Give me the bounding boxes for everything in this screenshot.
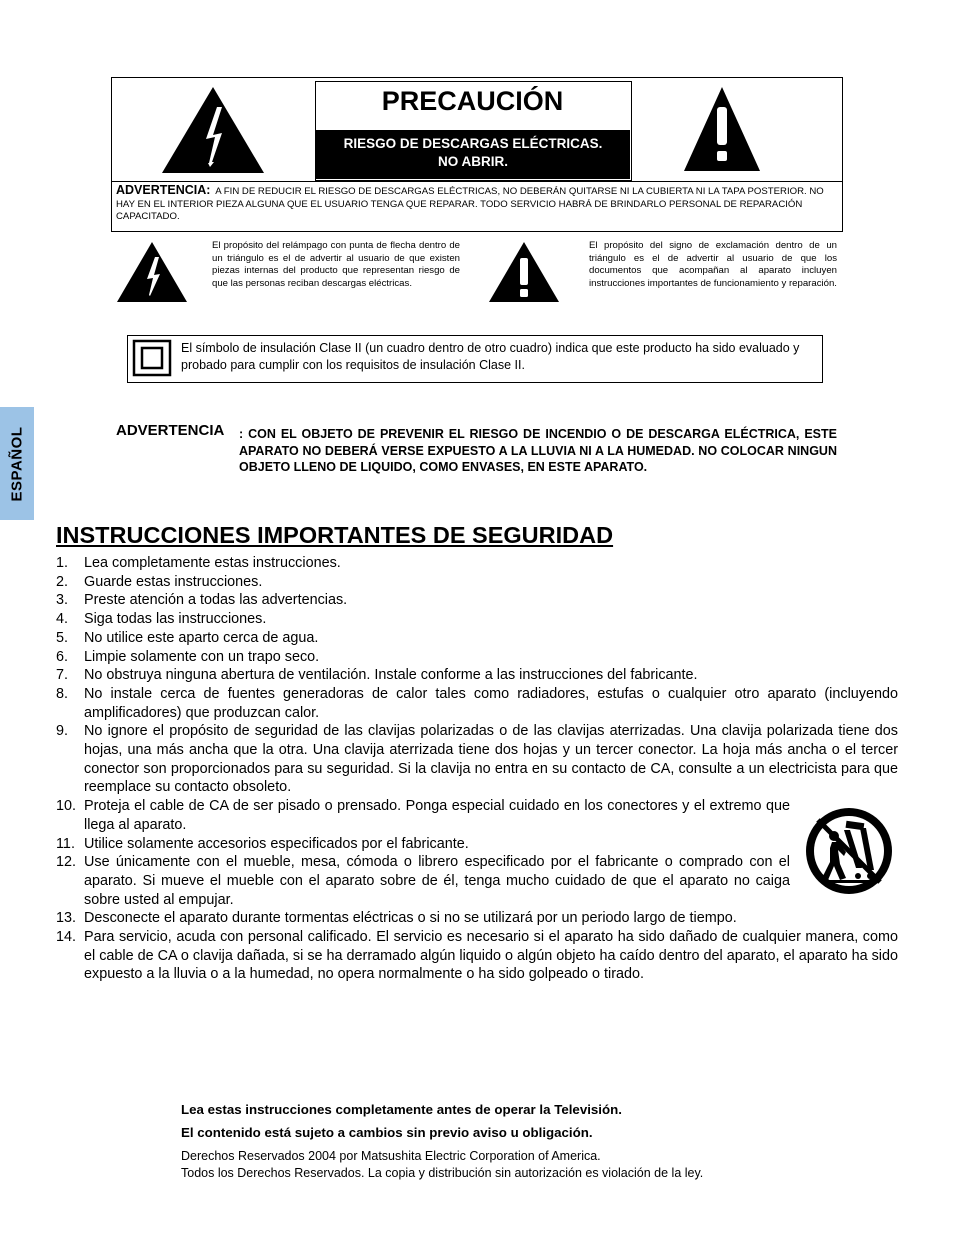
instruction-text: Use únicamente con el mueble, mesa, cómoda o librero especificado por el fabricante o comprado con el aparato. Si mueve el mueble con el aparato sobre de él, tenga mucho cuidado de que el aparato no caiga sobre usted al empujar. [84,854,790,908]
instruction-number: 6. [56,648,69,665]
instruction-item [56,666,898,685]
shock-risk-line2: NO ABRIR. [438,154,508,169]
exclamation-explanation: El propósito del signo de exclamación dentro de un triángulo es el de advertir al usuario de que los documentos que acompañan al aparato incluyen instrucciones importantes de funcionamiento y reparación. [589,240,837,289]
instruction-text: Proteja el cable de CA de ser pisado o prensado. Ponga especial cuidado en los conectores y el extremo que llega al aparato. [84,798,790,833]
lightning-explanation: El propósito del relámpago con punta de flecha dentro de un triángulo es el de advertir al usuario de que existen piezas internas del producto que representan riesgo de que las personas reciban descargas eléctricas. [212,240,460,289]
double-insulation-icon [132,339,172,377]
shock-risk-line1: RIESGO DE DESCARGAS ELÉCTRICAS. [343,136,603,151]
footer-rights: Todos los Derechos Reservados. La copia y distribución sin autorización es violación de la ley. [181,1166,704,1180]
language-tab-label: ESPAÑOL [8,426,26,501]
lightning-warning-icon [160,85,266,175]
instruction-number: 1. [56,555,69,571]
instruction-item [56,835,790,854]
instruction-number: 2. [56,573,69,590]
instruction-item [56,797,790,834]
instruction-number: 8. [56,685,69,702]
cart-warning-icon [804,806,894,896]
instruction-number: 4. [56,611,69,628]
instruction-text: Lea completamente estas instrucciones. [84,555,341,571]
shock-risk-banner [316,130,630,179]
instruction-number: 11. [56,835,75,852]
footer-change-notice: El contenido está sujeto a cambios sin previo aviso u obligación. [181,1125,593,1140]
instruction-item [56,685,898,722]
caution-warning-text: A FIN DE REDUCIR EL RIESGO DE DESCARGAS ELÉCTRICAS, NO DEBERÁN QUITARSE NI LA CUBIERTA NI LA TAPA POSTERIOR. NO HAY EN EL INTERIOR PIEZA ALGUNA QUE EL USUARIO TENGA QUE REPARAR. TODO SERVICIO HABRÁ DE BRINDARLO PERSONAL DE REPARACIÓN CAPACITADO. [116,186,824,222]
class2-text: El símbolo de insulación Clase II (un cuadro dentro de otro cuadro) indica que este producto ha sido evaluado y probado para cumplir con los requisitos de insulación Clase II. [181,341,800,372]
footer-copyright: Derechos Reservados 2004 por Matsushita Electric Corporation of America. [181,1149,601,1163]
instruction-text: Limpie solamente con un trapo seco. [84,648,320,665]
instruction-number: 7. [56,667,69,684]
instruction-number: 5. [56,629,69,646]
instruction-text: No instale cerca de fuentes generadoras de calor tales como radiadores, estufas o cualquier otro aparato (incluyendo amplificadores) que produzcan calor. [84,685,898,721]
instruction-item [56,591,898,610]
instruction-number: 13. [56,910,77,927]
fire-warning-label: ADVERTENCIA [116,422,225,439]
instruction-item [56,610,898,629]
instruction-text: No utilice este aparto cerca de agua. [84,629,319,646]
instruction-item [56,909,898,928]
instruction-text: Desconecte el aparato durante tormentas eléctricas o si no se utilizará por un periodo largo de tiempo. [84,910,737,927]
instruction-text: No obstruya ninguna abertura de ventilación. Instale conforme a las instrucciones del fabricante. [84,667,698,684]
instruction-text: Guarde estas instrucciones. [84,573,263,590]
instruction-text: No ignore el propósito de seguridad de las clavijas polarizadas o de las clavijas aterrizadas. Una clavija polarizada tiene dos hojas, una más ancha que la otra. Una clavija aterrizada tiene dos hojas y un tercer conector. La hoja más ancha o el tercer conector son proporcionados para su seguridad. Si la clavija no entra en su contacto de CA, consulte a un electricista para que reemplace su contacto obsoleto. [84,723,898,796]
instruction-item [56,573,898,592]
instruction-item [56,853,790,909]
instruction-number: 10. [56,798,77,815]
instruction-item [56,928,898,984]
instruction-number: 14. [56,929,77,946]
instruction-text: Utilice solamente accesorios especificados por el fabricante. [84,835,469,852]
divider [112,181,842,182]
exclamation-warning-icon [682,85,762,173]
instruction-item [56,554,898,573]
instructions-heading: INSTRUCCIONES IMPORTANTES DE SEGURIDAD [56,522,614,548]
instruction-item [56,722,898,797]
instruction-text: Preste atención a todas las advertencias. [84,592,348,609]
caution-warning-label: ADVERTENCIA: [116,183,211,197]
caution-title: PRECAUCIÓN [381,86,564,116]
lightning-small-icon [116,241,188,303]
language-tab [0,407,34,520]
exclamation-small-icon [488,241,560,303]
instruction-text: Para servicio, acuda con personal calificado. El servicio es necesario si el aparato ha sido dañado de cualquier manera, como el cable de CA o clavija dañada, si se ha derramado algún liquido o algún objeto ha caído dentro del aparato, el aparato ha sido expuesto a la lluvia o a la humedad, no opera normalmente o ha sido golpeado o tirado. [84,929,898,983]
caution-warning [116,184,834,224]
instruction-text: Siga todas las instrucciones. [84,611,267,628]
footer-read-notice: Lea estas instrucciones completamente antes de operar la Televisión. [181,1102,622,1117]
instruction-item [56,629,898,648]
instruction-item [56,648,898,667]
fire-warning-text: : CON EL OBJETO DE PREVENIR EL RIESGO DE INCENDIO O DE DESCARGA ELÉCTRICA, ESTE APARATO NO DEBERÁ VERSE EXPUESTO A LA LLUVIA NI A LA HUMEDAD. NO COLOCAR NINGUN OBJETO LLENO DE LIQUIDO, COMO ENVASES, EN ESTE APARATO. [239,427,837,474]
instruction-number: 12. [56,854,77,871]
instruction-number: 3. [56,592,69,609]
instructions-list [56,554,898,984]
instruction-number: 9. [56,723,69,740]
